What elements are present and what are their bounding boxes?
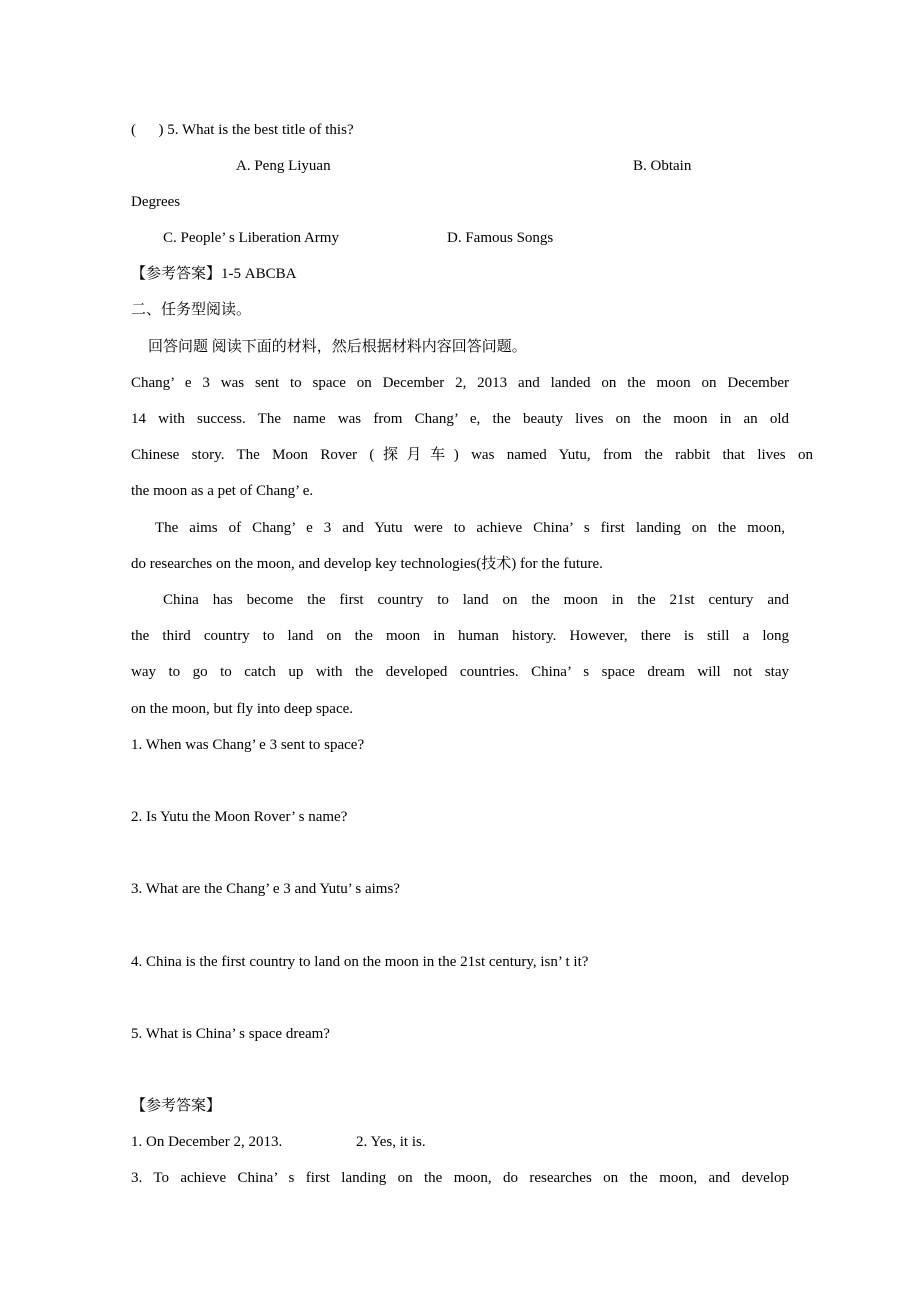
passage-line: do researches on the moon, and develop key technologies(技术) for the future. <box>131 556 603 572</box>
passage-line: the third country to land on the moon in human history. However, there is still a long <box>131 628 789 644</box>
question-3: 3. What are the Chang’ e 3 and Yutu’ s aims? <box>131 881 400 897</box>
option-b-continued: Degrees <box>131 194 181 210</box>
answer-1: 1. On December 2, 2013. <box>131 1134 283 1150</box>
question-4: 4. China is the first country to land on the moon in the 21st century, isn’ t it? <box>131 954 589 970</box>
passage-line: 14 with success. The name was from Chang’ e, the beauty lives on the moon in an old <box>131 411 789 427</box>
passage-line: Chang’ e 3 was sent to space on December 2, 2013 and landed on the moon on December <box>131 375 789 391</box>
option-a: A. Peng Liyuan <box>236 158 331 174</box>
answer-3: 3. To achieve China’ s first landing on the moon, do researches on the moon, and develop <box>131 1170 789 1186</box>
question-1: 1. When was Chang’ e 3 sent to space? <box>131 737 365 753</box>
option-d: D. Famous Songs <box>447 230 554 246</box>
option-c: C. People’ s Liberation Army <box>163 230 339 246</box>
question-2: 2. Is Yutu the Moon Rover’ s name? <box>131 809 348 825</box>
section-heading: 二、任务型阅读。 <box>131 302 252 318</box>
question-5-stem: ( ) 5. What is the best title of this? <box>131 122 354 138</box>
passage-line: way to go to catch up with the developed countries. China’ s space dream will not stay <box>131 664 789 680</box>
answer-key-1: 【参考答案】1-5 ABCBA <box>131 266 297 282</box>
passage-line: Chinese story. The Moon Rover (探月车) was named Yutu, from the rabbit that lives on <box>131 447 813 463</box>
passage-line: China has become the first country to land on the moon in the 21st century and <box>163 592 789 608</box>
passage-line: The aims of Chang’ e 3 and Yutu were to achieve China’ s first landing on the moon, <box>155 520 785 536</box>
question-5: 5. What is China’ s space dream? <box>131 1026 330 1042</box>
option-b: B. Obtain <box>633 158 692 174</box>
answer-2: 2. Yes, it is. <box>356 1134 426 1150</box>
section-instruction: 回答问题 阅读下面的材料，然后根据材料内容回答问题。 <box>148 339 527 355</box>
passage-line: on the moon, but fly into deep space. <box>131 701 354 717</box>
answer-heading: 【参考答案】 <box>131 1098 222 1114</box>
passage-line: the moon as a pet of Chang’ e. <box>131 483 314 499</box>
